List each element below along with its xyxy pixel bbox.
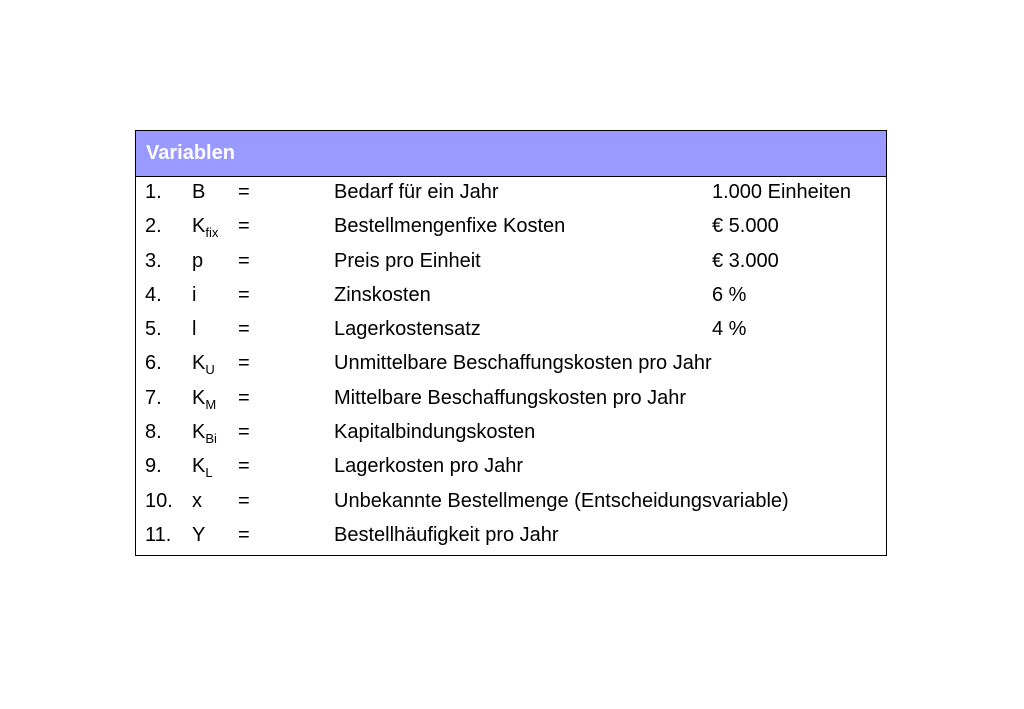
row-equals: =: [238, 181, 250, 203]
row-equals: =: [238, 318, 250, 341]
row-symbol: [192, 386, 216, 410]
symbol-base: K: [192, 352, 206, 375]
row-number: 6.: [145, 352, 162, 375]
row-description: Bedarf für ein Jahr: [334, 181, 499, 203]
row-symbol: [192, 180, 205, 204]
row-symbol: [192, 214, 219, 241]
row-description: Lagerkosten pro Jahr: [334, 455, 524, 478]
variables-table: [135, 130, 887, 556]
row-number: 9.: [145, 455, 162, 478]
symbol-base: p: [192, 249, 204, 272]
row-symbol: [192, 283, 196, 307]
row-description: Lagerkostensatz: [334, 318, 481, 341]
row-number: 2.: [145, 215, 162, 238]
row-equals: =: [238, 352, 250, 375]
symbol-base: x: [192, 489, 202, 512]
row-symbol: [192, 317, 196, 341]
row-number: 10.: [145, 489, 173, 512]
row-number: 5.: [145, 318, 162, 341]
row-description: Unmittelbare Beschaffungskosten pro Jahr: [334, 352, 712, 375]
table-row: [136, 177, 886, 211]
symbol-base: K: [192, 421, 206, 444]
row-equals: =: [238, 386, 250, 409]
row-equals: =: [238, 283, 250, 306]
row-description: Kapitalbindungskosten: [334, 421, 536, 444]
symbol-subscript: M: [205, 396, 217, 412]
row-value: 1.000 Einheiten: [712, 181, 852, 203]
row-description: Unbekannte Bestellmenge (Entscheidungsvariable): [334, 489, 789, 512]
row-description: Mittelbare Beschaffungskosten pro Jahr: [334, 386, 687, 409]
table-row: [136, 383, 886, 417]
row-value: € 3.000: [712, 249, 779, 272]
row-equals: =: [238, 421, 250, 444]
row-equals: =: [238, 249, 250, 272]
row-number: 11.: [145, 523, 172, 546]
row-equals: =: [238, 489, 250, 512]
table-row: [136, 314, 886, 348]
symbol-base: K: [192, 455, 206, 478]
row-number: 4.: [145, 283, 162, 306]
row-equals: =: [238, 523, 250, 546]
row-number: 8.: [145, 421, 162, 444]
row-number: 7.: [145, 386, 162, 409]
row-value: 6 %: [712, 283, 747, 306]
table-row: [136, 417, 886, 451]
table-row: [136, 246, 886, 280]
symbol-subscript: L: [205, 465, 213, 481]
row-value: € 5.000: [712, 215, 779, 238]
row-description: Bestellhäufigkeit pro Jahr: [334, 523, 559, 546]
row-symbol: [192, 420, 217, 447]
row-symbol: [192, 489, 202, 513]
table-row: [136, 451, 886, 485]
table-row: [136, 211, 886, 245]
table-row: [136, 348, 886, 382]
row-symbol: [192, 523, 205, 547]
symbol-subscript: fix: [205, 225, 219, 241]
symbol-subscript: U: [205, 362, 215, 378]
table-row: [136, 486, 886, 520]
row-symbol: [192, 351, 215, 378]
symbol-base: K: [192, 386, 206, 409]
row-value: 4 %: [712, 318, 747, 341]
row-equals: =: [238, 215, 250, 238]
table-title: Variablen: [136, 131, 886, 177]
symbol-base: i: [192, 283, 197, 306]
symbol-base: K: [192, 215, 206, 238]
row-description: Preis pro Einheit: [334, 249, 481, 272]
table-body: [136, 177, 886, 554]
row-description: Zinskosten: [334, 283, 431, 306]
row-symbol: [192, 249, 203, 273]
row-description: Bestellmengenfixe Kosten: [334, 215, 566, 238]
table-row: [136, 520, 886, 554]
row-equals: =: [238, 455, 250, 478]
symbol-base: B: [192, 181, 206, 203]
table-row: [136, 280, 886, 314]
symbol-base: Y: [192, 523, 206, 546]
row-symbol: [192, 454, 213, 481]
symbol-subscript: Bi: [205, 431, 217, 447]
row-number: 3.: [145, 249, 162, 272]
row-number: 1.: [145, 181, 162, 203]
symbol-base: l: [192, 318, 197, 341]
